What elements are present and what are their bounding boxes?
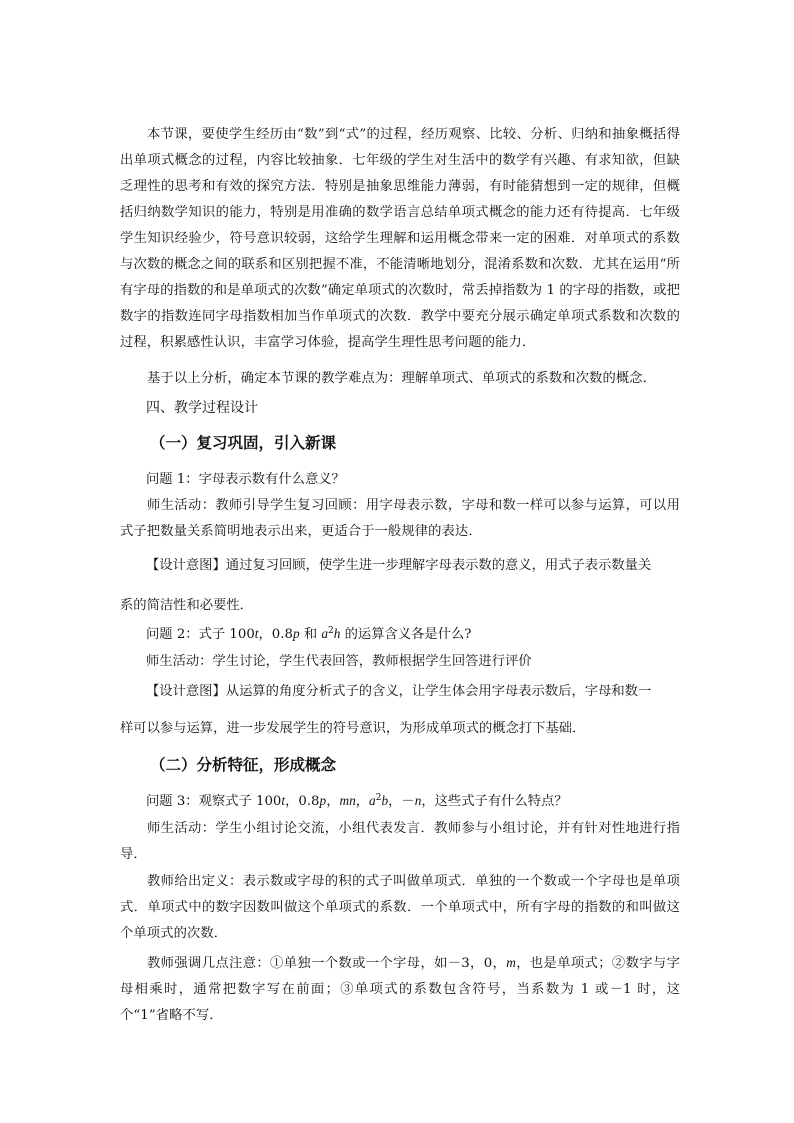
q3-var: mn [339, 793, 356, 808]
q3-var: a [369, 793, 376, 808]
activity-3: 师生活动：学生小组讨论交流，小组代表发言．教师参与小组讨论，并有针对性地进行指导． [120, 821, 680, 862]
q2-text: ，0.8 [258, 627, 293, 642]
definition-paragraph: 教师给出定义：表示数或字母的积的式子叫做单项式．单独的一个数或一个字母也是单项式．单项式中的数字因数叫做这个单项式的系数．一个单项式中，所有字母的指数的和叫做这个单项式的次数． [120, 874, 680, 941]
heading-analysis: （二）分析特征，形成概念 [150, 756, 337, 774]
q2-var: a [321, 626, 329, 641]
q3-text: ， [326, 794, 340, 809]
question-2 [146, 623, 471, 642]
q3-text: 问题 3：观察式子 100 [146, 794, 282, 809]
q3-text: ，－ [388, 794, 415, 809]
q3-var: t [281, 793, 286, 808]
q3-text: ，这些式子有什么特点？ [421, 794, 568, 809]
design-intent-2-line2: 样可以参与运算，进一步发展学生的符号意识，为形成单项式的概念打下基础． [120, 721, 586, 736]
q3-var: n [414, 793, 422, 808]
q2-var: h [333, 626, 341, 641]
notes-paragraph [120, 950, 680, 1029]
activity-1: 师生活动：教师引导学生复习回顾：用字母表示数，字母和数一样可以参与运算，可以用式子把数量关系简明地表示出来，更适合于一般规律的表达． [120, 498, 680, 539]
q2-var: t [254, 626, 259, 641]
q3-text: ， [355, 794, 370, 809]
question-3 [146, 790, 568, 809]
q2-var: p [292, 626, 300, 641]
heading-review: （一）复习巩固，引入新课 [150, 434, 337, 452]
q2-text: 的运算含义各是什么? [340, 627, 472, 642]
design-intent-1-line2: 系的简洁性和必要性． [120, 598, 253, 613]
q3-exponent: 2 [375, 793, 382, 803]
note-text: ，也是单项式；②数字与字母相乘时，通常把数字写在前面；③单项式的系数包含符号，当系数为 1 或－1 时，这个“1”省略不写． [120, 956, 680, 1023]
q3-var: p [319, 793, 327, 808]
paragraph-difficulty: 基于以上分析，确定本节课的教学难点为：理解单项式、单项式的系数和次数的概念． [147, 371, 657, 386]
q3-var: b [381, 793, 389, 808]
paragraph-analysis: 本节课，要使学生经历由“数”到“式”的过程，经历观察、比较、分析、归纳和抽象概括得出单项式概念的过程，内容比较抽象．七年级的学生对生活中的数学有兴趣、有求知欲，但缺乏理性的思考和有效的探究方法．特别是抽象思维能力薄弱，有时能猜想到一定的规律，但概括归纳数学知识的能力，特别是用准确的数学语言总结单项式概念的能力还有待提高．七年级学生知识经验少，符号意识较弱，这给学生理解和运用概念带来一定的困难．对单项式的系数与次数的概念之间的联系和区别把握不准，不能清晰地划分，混淆系数和次数．尤其在运用“所有字母的指数的和是单项式的次数”确定单项式的次数时，常丢掉指数为 1 的字母的指数，或把数字的指数连同字母指数相加当作单项式的次数．教学中要充分展示确定单项式系数和次数的过程，积累感性认识，丰富学习体验，提高学生理性思考问题的能力． [120, 127, 680, 350]
question-1: 问题 1：字母表示数有什么意义？ [146, 472, 345, 487]
q2-exponent: 2 [328, 626, 334, 636]
design-intent-1-line1: 【设计意图】通过复习回顾，使学生进一步理解字母表示数的意义，用式子表示数量关 [146, 558, 652, 573]
section-heading-4: 四、教学过程设计 [146, 400, 258, 416]
activity-2: 师生活动：学生讨论，学生代表回答，教师根据学生回答进行评价 [146, 654, 532, 669]
design-intent-2-line1: 【设计意图】从运算的角度分析式子的含义，让学生体会用字母表示数后，字母和数一 [146, 684, 652, 699]
note-var: m [506, 955, 516, 970]
note-text: 教师强调几点注意：①单独一个数或一个字母，如－3，0， [147, 956, 507, 971]
q2-text: 和 [299, 627, 322, 642]
q2-text: 问题 2：式子 100 [146, 627, 255, 642]
q3-text: ，0.8 [285, 794, 320, 809]
